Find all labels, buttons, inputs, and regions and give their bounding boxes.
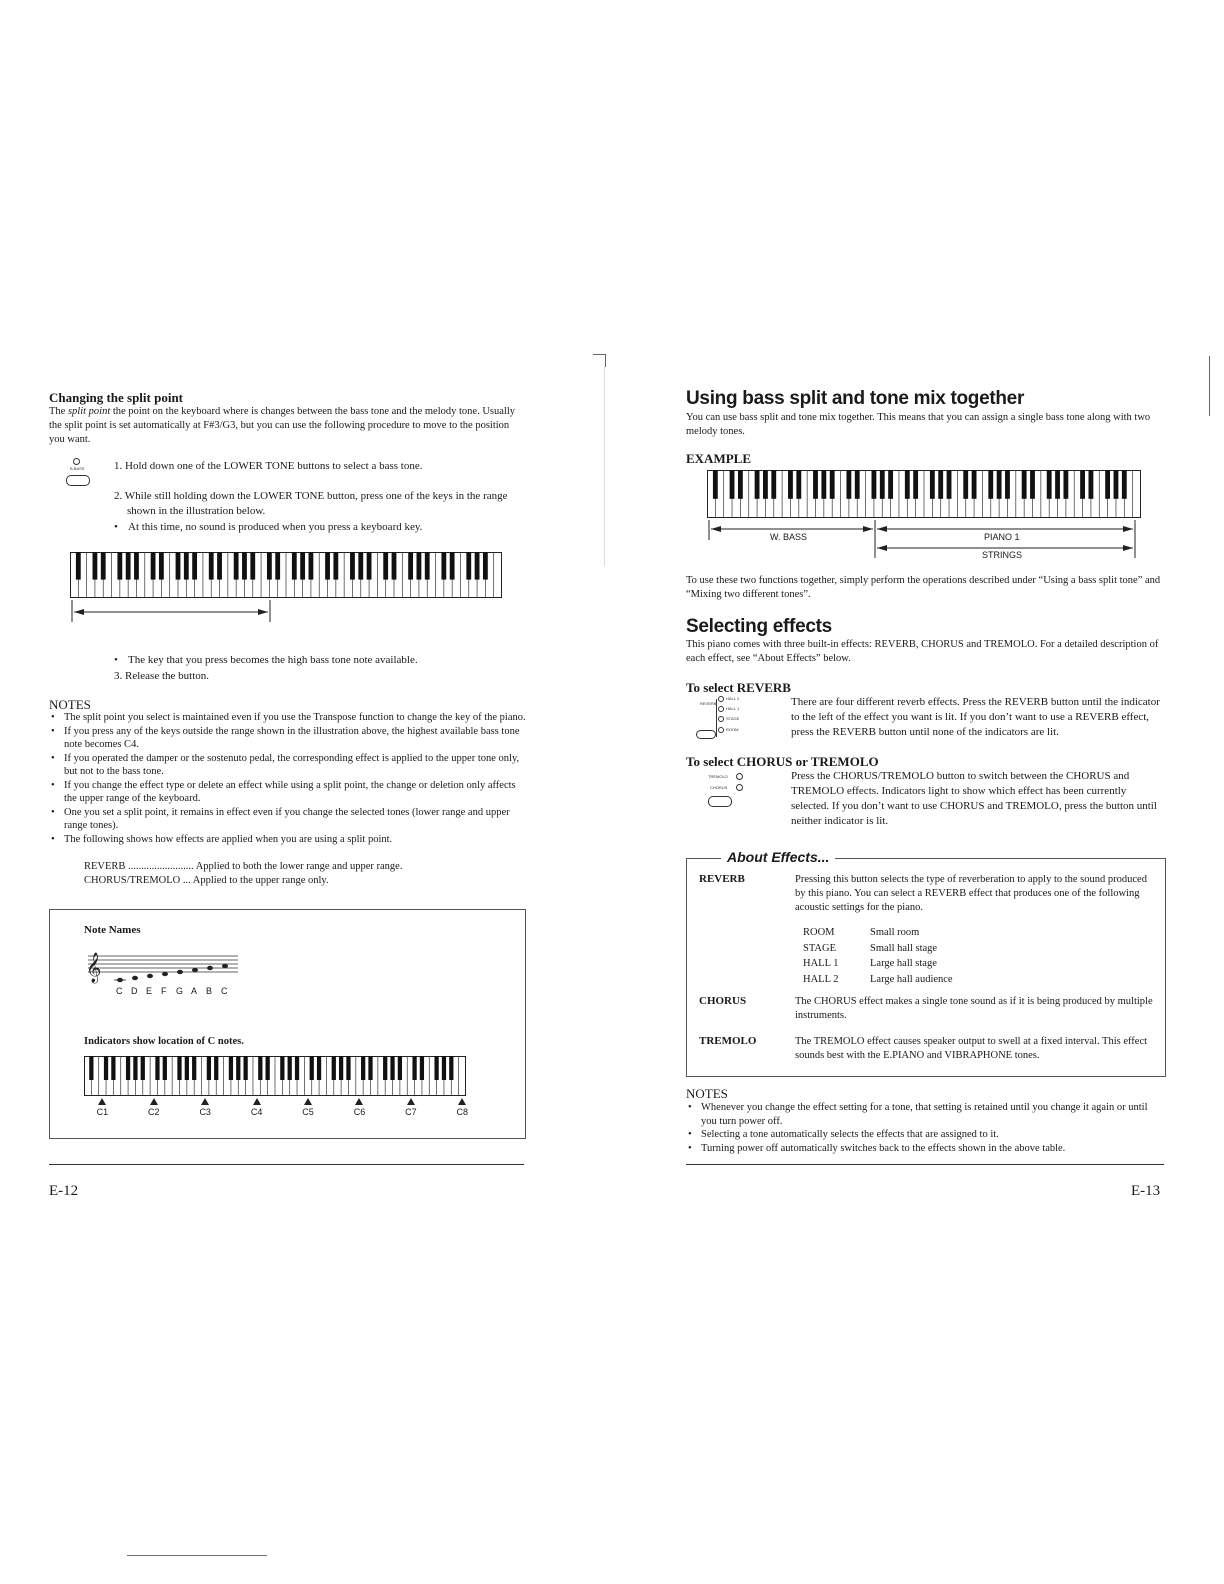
black-key xyxy=(310,1056,314,1080)
black-key xyxy=(155,1056,159,1080)
piano-range-label: PIANO 1 xyxy=(984,532,1020,542)
hall2-icon-label: HALL 2 xyxy=(726,696,740,701)
c-note-label: C8 xyxy=(456,1107,469,1117)
step-2: 2. While still holding down the LOWER TONE button, press one of the keys in the range shown in the illustration below. xyxy=(114,490,508,517)
black-key xyxy=(408,552,413,580)
black-key xyxy=(1089,470,1094,499)
reverb-setting-row xyxy=(802,972,954,988)
reverb-led-icon xyxy=(718,706,724,712)
c-note-marker xyxy=(347,1098,371,1117)
black-key xyxy=(101,552,106,580)
black-key xyxy=(317,1056,321,1080)
black-key xyxy=(346,1056,350,1080)
indicators-title: Indicators show location of C notes. xyxy=(84,1036,244,1047)
black-key xyxy=(134,552,139,580)
black-key xyxy=(275,552,280,580)
setting-name: HALL 2 xyxy=(803,973,839,985)
mix-heading: Using bass split and tone mix together xyxy=(686,388,1025,409)
black-key xyxy=(872,470,877,499)
reverb-instructions: There are four different reverb effects. Press the REVERB button until the indicator to the left of the effect you want is lit. If you don’t want to use a REVERB effect, press the REVERB button until none of the indicators are lit. xyxy=(791,696,1160,738)
black-key xyxy=(217,552,222,580)
chorus-effect-line: CHORUS/TREMOLO ... Applied to the upper range only. xyxy=(84,875,329,886)
chorus-instructions: Press the CHORUS/TREMOLO button to switch between the CHORUS and TREMOLO effects. Indicators light to show which effect has been currently selected. If you don’t want to use CHORUS and TREMOLO, press the button until neither indicator is lit. xyxy=(791,770,1157,827)
c-note-markers xyxy=(84,1098,469,1126)
black-key xyxy=(207,1056,211,1080)
black-key xyxy=(1105,470,1110,499)
note-letter: E xyxy=(146,986,153,996)
triangle-up-icon xyxy=(458,1098,466,1105)
tremolo-led-icon xyxy=(736,773,743,780)
chorus-button-icon xyxy=(708,770,748,808)
reverb-term: REVERB xyxy=(699,873,745,885)
about-effects-box xyxy=(686,849,1166,1077)
black-key xyxy=(267,552,272,580)
black-key xyxy=(126,1056,130,1080)
keyboard-keys xyxy=(71,552,502,598)
left-footer-rule xyxy=(49,1164,524,1165)
room-icon-label: ROOM xyxy=(726,727,739,732)
black-key xyxy=(76,552,81,580)
reverb-led-icon xyxy=(718,727,724,733)
black-key xyxy=(339,1056,343,1080)
black-key xyxy=(185,1056,189,1080)
black-key xyxy=(126,552,131,580)
black-key xyxy=(300,552,305,580)
note-letter: B xyxy=(206,986,213,996)
black-key xyxy=(963,470,968,499)
black-key xyxy=(1122,470,1127,499)
bottom-scan-line xyxy=(127,1555,267,1556)
effects-heading: Selecting effects xyxy=(686,616,832,637)
staff-note xyxy=(177,970,183,974)
note-item: • Whenever you change the effect setting for a tone, that setting is retained until you change it again or until you turn power off. xyxy=(686,1101,1164,1128)
black-key xyxy=(390,1056,394,1080)
black-key xyxy=(796,470,801,499)
black-key xyxy=(133,1056,137,1080)
c-note-label: C5 xyxy=(302,1107,314,1117)
chorus-icon-label: CHORUS xyxy=(710,785,728,790)
reverb-settings-table xyxy=(802,925,954,987)
black-key xyxy=(288,1056,292,1080)
note-item: • Selecting a tone automatically selects the effects that are assigned to it. xyxy=(686,1128,1164,1142)
black-key xyxy=(176,552,181,580)
effects-intro: This piano comes with three built-in effects: REVERB, CHORUS and TREMOLO. For a detailed description of each effect, see “About Effects” below. xyxy=(686,639,1159,664)
black-key xyxy=(475,552,480,580)
black-key xyxy=(813,470,818,499)
c-note-marker xyxy=(399,1098,423,1117)
reverb-led-icon xyxy=(718,696,724,702)
c-note-marker xyxy=(193,1098,217,1117)
black-key xyxy=(771,470,776,499)
black-key xyxy=(258,1056,262,1080)
black-key xyxy=(1005,470,1010,499)
black-key xyxy=(997,470,1002,499)
chorus-led-icon xyxy=(736,784,743,791)
staff-note xyxy=(147,974,153,978)
setting-description: Large hall audience xyxy=(870,973,953,985)
c-note-label: C2 xyxy=(148,1107,160,1117)
c-note-label: C7 xyxy=(405,1107,417,1117)
black-key xyxy=(325,552,330,580)
black-key xyxy=(184,552,189,580)
chorus-description: The CHORUS effect makes a single tone sound as if it is being produced by multiple instruments. xyxy=(795,996,1153,1021)
black-key xyxy=(972,470,977,499)
staff-note xyxy=(207,966,213,970)
intro-italic-term: split point xyxy=(67,406,111,417)
bass-range-label: W. BASS xyxy=(770,532,808,542)
left-page xyxy=(0,0,600,1584)
black-key xyxy=(880,470,885,499)
black-key xyxy=(730,470,735,499)
black-key xyxy=(332,1056,336,1080)
black-key xyxy=(1114,470,1119,499)
right-notes-list xyxy=(686,1101,1164,1155)
black-key xyxy=(192,1056,196,1080)
black-key xyxy=(89,1056,93,1080)
black-key xyxy=(988,470,993,499)
c-note-marker xyxy=(142,1098,166,1117)
note-item: • If you press any of the keys outside the range shown in the illustration above, the highest available bass tone note becomes C4. xyxy=(49,725,527,752)
black-key xyxy=(420,1056,424,1080)
staff-notes xyxy=(114,964,228,982)
strings-range-label: STRINGS xyxy=(982,550,1023,560)
triangle-up-icon xyxy=(253,1098,261,1105)
note-names-box xyxy=(49,909,526,1139)
reverb-led-icon xyxy=(718,716,724,722)
about-title-gap xyxy=(686,858,700,859)
black-key xyxy=(483,552,488,580)
step-3: 3. Release the button. xyxy=(114,670,210,682)
note-letter-row xyxy=(84,986,244,1000)
black-key xyxy=(441,552,446,580)
step-1: 1. Hold down one of the LOWER TONE buttons to select a bass tone. xyxy=(114,460,423,472)
triangle-up-icon xyxy=(150,1098,158,1105)
button-shape-icon xyxy=(708,796,732,807)
split-point-heading: Changing the split point xyxy=(49,390,184,405)
triangle-up-icon xyxy=(304,1098,312,1105)
note-item: • The split point you select is maintained even if you use the Transpose function to change the key of the piano. xyxy=(49,711,527,725)
black-key xyxy=(738,470,743,499)
c-note-label: C4 xyxy=(250,1107,263,1117)
keyboard-keys xyxy=(85,1056,466,1096)
black-key xyxy=(1030,470,1035,499)
black-key xyxy=(243,1056,247,1080)
black-key xyxy=(417,552,422,580)
c-note-marker xyxy=(90,1098,114,1117)
reverb-description: Pressing this button selects the type of reverberation to apply to the sound produced by this piano. You can select a REVERB effect that produces one of the following acoustic settings for the piano. xyxy=(795,874,1147,913)
svg-text:𝄞: 𝄞 xyxy=(86,953,102,983)
note-letter: F xyxy=(161,986,167,996)
note-letter: D xyxy=(131,986,138,996)
right-page-number: E-13 xyxy=(1131,1183,1161,1199)
black-key xyxy=(163,1056,167,1080)
black-key xyxy=(151,552,156,580)
select-reverb-heading: To select REVERB xyxy=(686,680,791,695)
black-key xyxy=(466,552,471,580)
note-names-title: Note Names xyxy=(84,924,141,936)
setting-description: Small hall stage xyxy=(870,942,938,954)
tremolo-term: TREMOLO xyxy=(699,1035,757,1047)
c-note-marker xyxy=(245,1098,269,1117)
black-key xyxy=(93,552,98,580)
button-shape-icon xyxy=(696,730,716,739)
staff-note xyxy=(132,976,138,980)
c-note-label: C3 xyxy=(199,1107,211,1117)
right-notes-heading: NOTES xyxy=(686,1086,728,1101)
black-key xyxy=(1047,470,1052,499)
c-notes-keyboard-illustration xyxy=(84,1056,466,1096)
note-letter: C xyxy=(116,986,123,996)
setting-name: HALL 1 xyxy=(803,958,839,969)
triangle-up-icon xyxy=(201,1098,209,1105)
black-key xyxy=(236,1056,240,1080)
black-key xyxy=(755,470,760,499)
black-key xyxy=(177,1056,181,1080)
black-key xyxy=(295,1056,299,1080)
reverb-button-icon xyxy=(700,696,750,742)
black-key xyxy=(398,1056,402,1080)
keyboard-keys xyxy=(708,470,1141,518)
center-fold-line xyxy=(604,366,605,566)
left-page-number: E-12 xyxy=(49,1183,79,1199)
black-key xyxy=(368,1056,372,1080)
black-key xyxy=(280,1056,284,1080)
indicator-led-icon xyxy=(73,458,80,465)
black-key xyxy=(350,552,355,580)
black-key xyxy=(713,470,718,499)
reverb-icon-label: REVERB xyxy=(700,701,717,706)
black-key xyxy=(846,470,851,499)
setting-name: ROOM xyxy=(803,927,835,938)
c-note-label: C1 xyxy=(96,1107,109,1117)
black-key xyxy=(209,552,214,580)
chorus-term: CHORUS xyxy=(699,995,747,1007)
black-key xyxy=(309,552,314,580)
black-key xyxy=(229,1056,233,1080)
left-notes-list xyxy=(49,711,527,846)
c-note-label: C6 xyxy=(353,1107,366,1117)
bass-button-label: B.BASS xyxy=(70,466,85,471)
tremolo-icon-label: TREMOLO xyxy=(708,774,728,779)
c-note-marker xyxy=(450,1098,474,1117)
reverb-setting-row xyxy=(802,925,954,941)
right-footer-rule xyxy=(686,1164,1164,1165)
black-key xyxy=(412,1056,416,1080)
example-heading: EXAMPLE xyxy=(686,451,751,466)
black-key xyxy=(383,1056,387,1080)
black-key xyxy=(938,470,943,499)
split-point-intro xyxy=(49,405,527,447)
black-key xyxy=(383,552,388,580)
mix-keyboard-illustration xyxy=(707,470,1141,518)
black-key xyxy=(442,1056,446,1080)
mix-intro: You can use bass split and tone mix together. This means that you can assign a single bass tone along with two melody tones. xyxy=(686,412,1151,437)
black-key xyxy=(1022,470,1027,499)
black-key xyxy=(905,470,910,499)
black-key xyxy=(425,552,430,580)
black-key xyxy=(111,1056,115,1080)
triangle-up-icon xyxy=(355,1098,363,1105)
mix-after-text: To use these two functions together, simply perform the operations described under “Using a bass split tone” and “Mixing two different tones”. xyxy=(686,575,1161,600)
setting-description: Small room xyxy=(870,927,920,938)
note-item: • The following shows how effects are applied when you are using a split point. xyxy=(49,833,527,847)
reverb-effect-line: REVERB ......................... Applied to both the lower range and upper range. xyxy=(84,861,403,872)
note-letter: A xyxy=(191,986,198,996)
split-keyboard-illustration xyxy=(70,552,502,598)
black-key xyxy=(250,552,255,580)
black-key xyxy=(104,1056,108,1080)
left-notes-heading: NOTES xyxy=(49,697,91,712)
note-item: • One you set a split point, it remains in effect even if you change the selected tones (lower range and upper range tones). xyxy=(49,806,527,833)
select-chorus-heading: To select CHORUS or TREMOLO xyxy=(686,754,879,769)
black-key xyxy=(266,1056,270,1080)
staff-note xyxy=(222,964,228,968)
black-key xyxy=(192,552,197,580)
black-key xyxy=(830,470,835,499)
about-effects-title: About Effects... xyxy=(721,849,835,865)
triangle-up-icon xyxy=(98,1098,106,1105)
tremolo-description: The TREMOLO effect causes speaker output to swell at a fixed interval. This effect sounds best with the E.PIANO and VIBRAPHONE tones. xyxy=(795,1036,1148,1061)
black-key xyxy=(1063,470,1068,499)
black-key xyxy=(434,1056,438,1080)
black-key xyxy=(367,552,372,580)
right-page xyxy=(612,0,1224,1584)
black-key xyxy=(821,470,826,499)
black-key xyxy=(333,552,338,580)
note-letter: G xyxy=(176,986,184,996)
black-key xyxy=(888,470,893,499)
black-key xyxy=(763,470,768,499)
c-note-marker xyxy=(296,1098,320,1117)
black-key xyxy=(214,1056,218,1080)
note-item: • If you change the effect type or delete an effect while using a split point, the change or deletion only affects the upper range of the keyboard. xyxy=(49,779,527,806)
intro-pre: The xyxy=(49,406,68,417)
black-key xyxy=(1080,470,1085,499)
staff-note xyxy=(162,972,168,976)
setting-description: Large hall stage xyxy=(870,958,937,969)
reverb-setting-row xyxy=(802,956,954,972)
black-key xyxy=(855,470,860,499)
hall1-icon-label: HALL 1 xyxy=(726,706,740,711)
setting-name: STAGE xyxy=(803,942,836,954)
black-key xyxy=(234,552,239,580)
black-key xyxy=(788,470,793,499)
black-key xyxy=(913,470,918,499)
reverb-setting-row xyxy=(802,941,954,957)
black-key xyxy=(947,470,952,499)
black-key xyxy=(117,552,122,580)
black-key xyxy=(930,470,935,499)
staff-note xyxy=(192,968,198,972)
black-key xyxy=(159,552,164,580)
note-item: • If you operated the damper or the sostenuto pedal, the corresponding effect is applied to the upper tone only, but not to the bass tone. xyxy=(49,752,527,779)
black-key xyxy=(141,1056,145,1080)
black-key xyxy=(358,552,363,580)
split-range-arrow xyxy=(70,600,280,624)
note-letter: C xyxy=(221,986,228,996)
black-key xyxy=(449,1056,453,1080)
black-key xyxy=(1055,470,1060,499)
black-key xyxy=(361,1056,365,1080)
black-key xyxy=(450,552,455,580)
black-key xyxy=(292,552,297,580)
black-key xyxy=(242,552,247,580)
intro-post: the point on the keyboard where is changes between the bass tone and the melody tone. Usually the split point is set automatically at F#3/G3, but you can use the following procedure to move to the position you want. xyxy=(49,406,515,445)
black-key xyxy=(392,552,397,580)
step-2-bullet-2: • The key that you press becomes the high bass tone note available. xyxy=(114,653,528,668)
note-item: • Turning power off automatically switches back to the effects shown in the above table. xyxy=(686,1142,1164,1156)
bass-button-icon xyxy=(66,458,94,488)
stage-icon-label: STAGE xyxy=(726,716,740,721)
step-2-bullet: • At this time, no sound is produced when you press a keyboard key. xyxy=(114,520,528,535)
button-shape-icon xyxy=(66,475,90,486)
triangle-up-icon xyxy=(407,1098,415,1105)
